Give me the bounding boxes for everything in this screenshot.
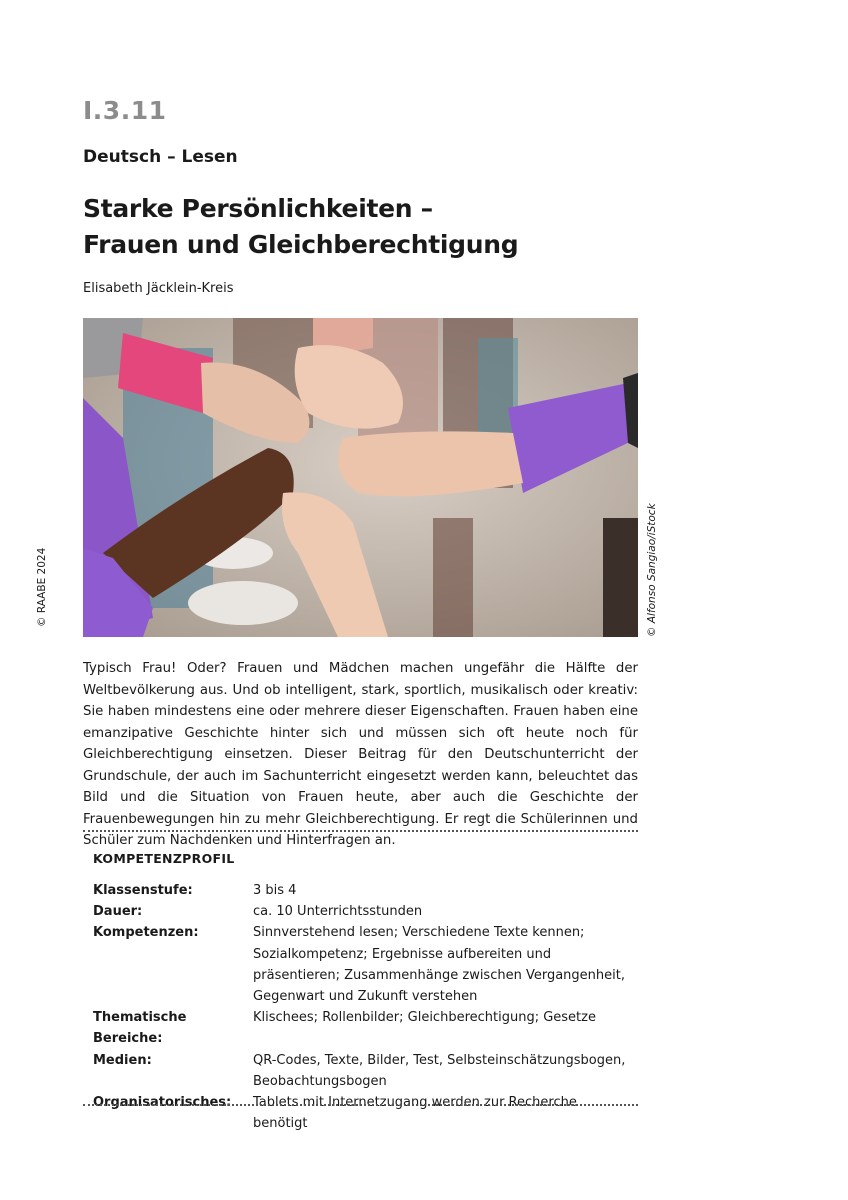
profile-value: Sinnverstehend lesen; Verschiedene Texte kennen; Sozialkompetenz; Ergebnisse aufbereiten und präsentieren; Zusammenhänge zwischen Vergangenheit, Gegenwart und Zukunft verstehen (253, 925, 625, 1005)
section-code: I.3.11 (83, 96, 167, 125)
title-line-2: Frauen und Gleichberechtigung (83, 230, 519, 259)
subject-label: Deutsch – Lesen (83, 147, 238, 167)
profile-key: Organisatorisches: (93, 1095, 232, 1111)
profile-row-medien (93, 1050, 633, 1092)
profile-key: Dauer: (93, 904, 143, 920)
page-title (83, 191, 518, 263)
profile-key: Klassenstufe: (93, 883, 193, 898)
dotted-divider-bottom (83, 1104, 638, 1106)
profile-value: Tablets mit Internetzugang werden zur Recherche benötigt (253, 1095, 577, 1132)
profile-value: Klischees; Rollenbilder; Gleichberechtigung; Gesetze (253, 1010, 596, 1026)
profile-key: Medien: (93, 1052, 152, 1068)
author-name: Elisabeth Jäcklein-Kreis (83, 281, 234, 296)
profile-row-klassenstufe (93, 880, 633, 901)
photo-credit: © Alfonso Sangiao/iStock (646, 503, 658, 637)
hero-photo-fists-circle (83, 318, 638, 637)
profile-heading: KOMPETENZPROFIL (93, 851, 235, 866)
intro-paragraph: Typisch Frau! Oder? Frauen und Mädchen machen ungefähr die Hälfte der Weltbevölkerung aus. Und ob intelligent, stark, sportlich, musikalisch oder kreativ: Sie haben mindestens eine oder mehrere dieser Eigenschaften. Frauen haben eine emanzipative Geschichte hinter sich und müssen sich oft heute noch für Gleichberechtigung einsetzen. Dieser Beitrag für den Deutschunterricht der Grundschule, der auch im Sachunterricht eingesetzt werden kann, beleuchtet das Bild und die Situation von Frauen heute, aber auch die Geschichte der Frauenbewegungen hin zu mehr Gleichberechtigung. Er regt die Schülerinnen und Schüler zum Nachdenken und Hinterfragen an. (83, 661, 638, 848)
title-line-1: Starke Persönlichkeiten – (83, 194, 433, 223)
profile-row-organisatorisches (93, 1092, 633, 1134)
profile-row-dauer (93, 901, 633, 922)
profile-key: Kompetenzen: (93, 925, 199, 941)
profile-row-kompetenzen (93, 922, 633, 1007)
profile-value: ca. 10 Unterrichtsstunden (253, 904, 423, 920)
dotted-divider-top (83, 830, 638, 832)
photo-illustration (83, 318, 638, 637)
profile-value: QR-Codes, Texte, Bilder, Test, Selbsteinschätzungsbogen, Beobachtungsbogen (253, 1052, 626, 1089)
profile-key: Thematische Bereiche: (93, 1010, 187, 1047)
profile-value: 3 bis 4 (253, 883, 297, 898)
copyright-sidebar: © RAABE 2024 (36, 547, 48, 627)
competence-profile-table (93, 880, 633, 1134)
profile-row-thematische-bereiche (93, 1007, 633, 1049)
